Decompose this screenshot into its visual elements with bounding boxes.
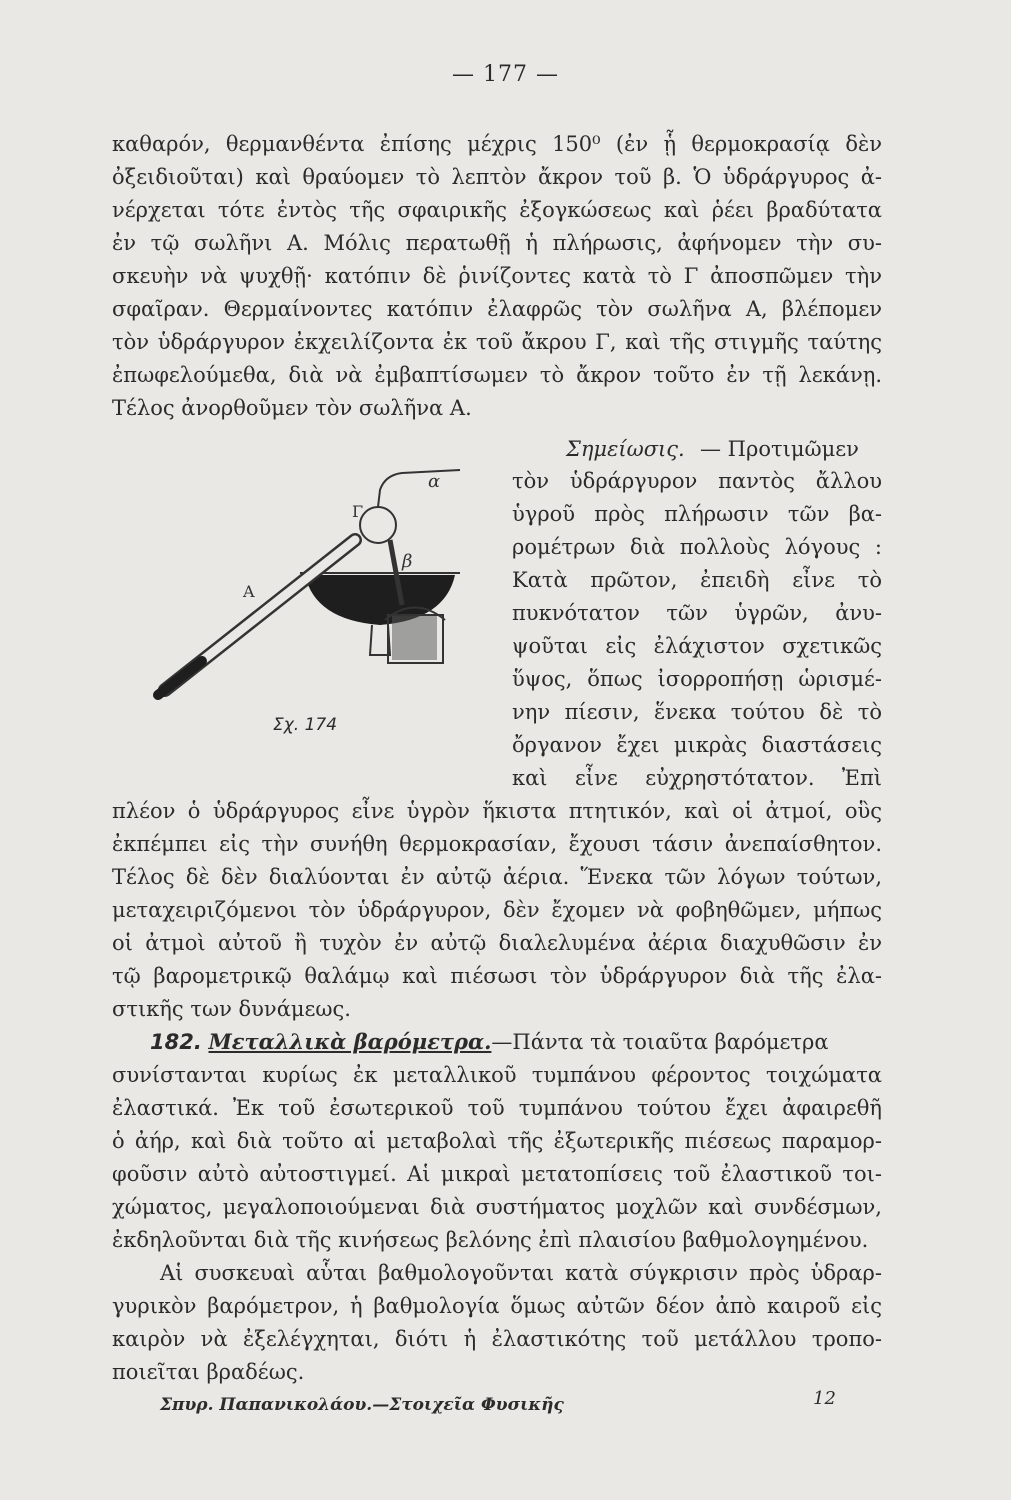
text-line: Κατὰ πρῶτον, ἐπειδὴ εἶνε τὸ (512, 568, 882, 592)
text-line: ὁ ἀήρ, καὶ διὰ τοῦτο αἱ μεταβολαὶ τῆς ἐξωτερικῆς πιέσεως παραμορ- (112, 1129, 882, 1153)
section-number: 182. (150, 1030, 202, 1054)
text-line: οἱ ἀτμοὶ αὐτοῦ ἢ τυχὸν ἐν αὐτῷ διαλελυμένα ἀέρια διαχυθῶσιν ἐν (112, 931, 882, 955)
text-line: ὀξειδιοῦται) καὶ θραύομεν τὸ λεπτὸν ἄκρον τοῦ β. Ὁ ὑδράργυρος ἀ- (112, 165, 882, 189)
text-line: νην πίεσιν, ἕνεκα τούτου δὲ τὸ (512, 700, 882, 724)
text-line: τὸν ὑδράργυρον παντὸς ἄλλου (512, 469, 882, 493)
text-line: ποιεῖται βραδέως. (112, 1360, 305, 1384)
text-line: Τέλος δὲ δὲν διαλύονται ἐν αὐτῷ ἀέρια. Ἕνεκα τῶν λόγων τούτων, (112, 865, 882, 889)
label-beta: β (402, 551, 413, 572)
bulb (360, 507, 396, 543)
footer-author-title: Σπυρ. Παπανικολάου.—Στοιχεῖα Φυσικῆς (160, 1395, 564, 1415)
section-heading (150, 1028, 829, 1056)
text-line: μεταχειριζόμενοι τὸν ὑδράργυρον, δὲν ἔχομεν νὰ φοβηθῶμεν, μήπως (112, 898, 882, 922)
flame (392, 615, 437, 660)
text-line: ὄργανον ἔχει μικρὰς διαστάσεις (512, 733, 882, 757)
text-line: πλέον ὁ ὑδράργυρος εἶνε ὑγρὸν ἥκιστα πτητικόν, καὶ οἱ ἀτμοί, οὓς (112, 799, 882, 823)
label-A: Α (243, 582, 255, 601)
page-number: — 177 — (452, 62, 559, 87)
text-line: — Προτιμῶμεν (700, 437, 859, 461)
figure-caption: Σχ. 174 (273, 715, 338, 735)
text-line: γυρικὸν βαρόμετρον, ἡ βαθμολογία ὅμως αὐτῶν δέον ἀπὸ καιροῦ εἰς (112, 1294, 882, 1318)
text-line: συνίστανται κυρίως ἐκ μεταλλικοῦ τυμπάνου φέροντος τοιχώματα (112, 1063, 882, 1087)
text-line: ψοῦται εἰς ἐλάχιστον σχετικῶς (512, 634, 882, 658)
text-line: φοῦσιν αὐτὸ αὐτοστιγμεί. Αἱ μικραὶ μετατοπίσεις τοῦ ἐλαστικοῦ τοι- (112, 1162, 882, 1186)
text-line: ἐπωφελούμεθα, διὰ νὰ ἐμβαπτίσωμεν τὸ ἄκρον τοῦτο ἐν τῇ λεκάνῃ. (112, 363, 882, 387)
text-line: σφαῖραν. Θερμαίνοντες κατόπιν ἐλαφρῶς τὸν σωλῆνα Α, βλέπομεν (112, 297, 882, 321)
text-line: Τέλος ἀνορθοῦμεν τὸν σωλῆνα Α. (112, 396, 472, 420)
text-line: ἐκπέμπει εἰς τὴν συνήθη θερμοκρασίαν, ἔχουσι τάσιν ἀνεπαίσθητον. (112, 832, 882, 856)
section-title: Μεταλλικὰ βαρόμετρα. (208, 1029, 492, 1054)
text-line: στικῆς των δυνάμεως. (112, 997, 351, 1021)
text-line: ὑγροῦ πρὸς πλήρωσιν τῶν βα- (512, 502, 882, 526)
text-line: καὶ εἶνε εὐχρηστότατον. Ἐπὶ (512, 766, 882, 790)
text-line: νέρχεται τότε ἐντὸς τῆς σφαιρικῆς ἐξογκώσεως καὶ ῥέει βραδύτατα (112, 198, 882, 222)
text-line: καθαρόν, θερμανθέντα ἐπίσης μέχρις 150⁰ (ἐν ᾗ θερμοκρασίᾳ δὲν (112, 132, 882, 156)
text-line: ἐκδηλοῦνται διὰ τῆς κινήσεως βελόνης ἐπὶ πλαισίου βαθμολογημένου. (112, 1228, 869, 1252)
text-line: τὸν ὑδράργυρον ἐκχειλίζοντα ἐκ τοῦ ἄκρου Γ, καὶ τῆς στιγμῆς ταύτης (112, 330, 882, 354)
tube-a-mercury (158, 661, 202, 695)
text-line: Αἱ συσκευαὶ αὗται βαθμολογοῦνται κατὰ σύγκρισιν πρὸς ὑδραρ- (160, 1261, 882, 1285)
tip-alpha (378, 470, 460, 507)
text-line: ἐν τῷ σωλῆνι Α. Μόλις περατωθῇ ἡ πλήρωσις, ἀφήνομεν τὴν συ- (112, 231, 882, 255)
text-line: χώματος, μεγαλοποιούμεναι διὰ συστήματος μοχλῶν καὶ συνδέσμων, (112, 1195, 882, 1219)
text-line: πυκνότατον τῶν ὑγρῶν, ἀνυ- (512, 601, 882, 625)
text-line: ἐλαστικά. Ἐκ τοῦ ἐσωτερικοῦ τοῦ τυμπάνου τούτου ἔχει ἀφαιρεθῆ (112, 1096, 882, 1120)
section-first-line: —Πάντα τὰ τοιαῦτα βαρόμετρα (491, 1030, 829, 1054)
text-line: τῷ βαρομετρικῷ θαλάμῳ καὶ πιέσωσι τὸν ὑδράργυρον διὰ τῆς ἐλα- (112, 964, 882, 988)
text-line: ρομέτρων διὰ πολλοὺς λόγους : (512, 535, 882, 559)
label-alpha: α (428, 471, 441, 492)
text-line: σκευὴν νὰ ψυχθῇ· κατόπιν δὲ ῥινίζοντες κατὰ τὸ Γ ἀποσπῶμεν τὴν (112, 264, 882, 288)
text-line: ὕψος, ὅπως ἰσορροπήσῃ ὡρισμέ- (512, 667, 882, 691)
text-line: καιρὸν νὰ ἐξελέγχηται, διότι ἡ ἐλαστικότης τοῦ μετάλλου τροπο- (112, 1327, 882, 1351)
label-gamma: Γ (352, 502, 364, 521)
footer-signature-number: 12 (813, 1388, 836, 1409)
note-label: Σημείωσις. (566, 437, 685, 461)
